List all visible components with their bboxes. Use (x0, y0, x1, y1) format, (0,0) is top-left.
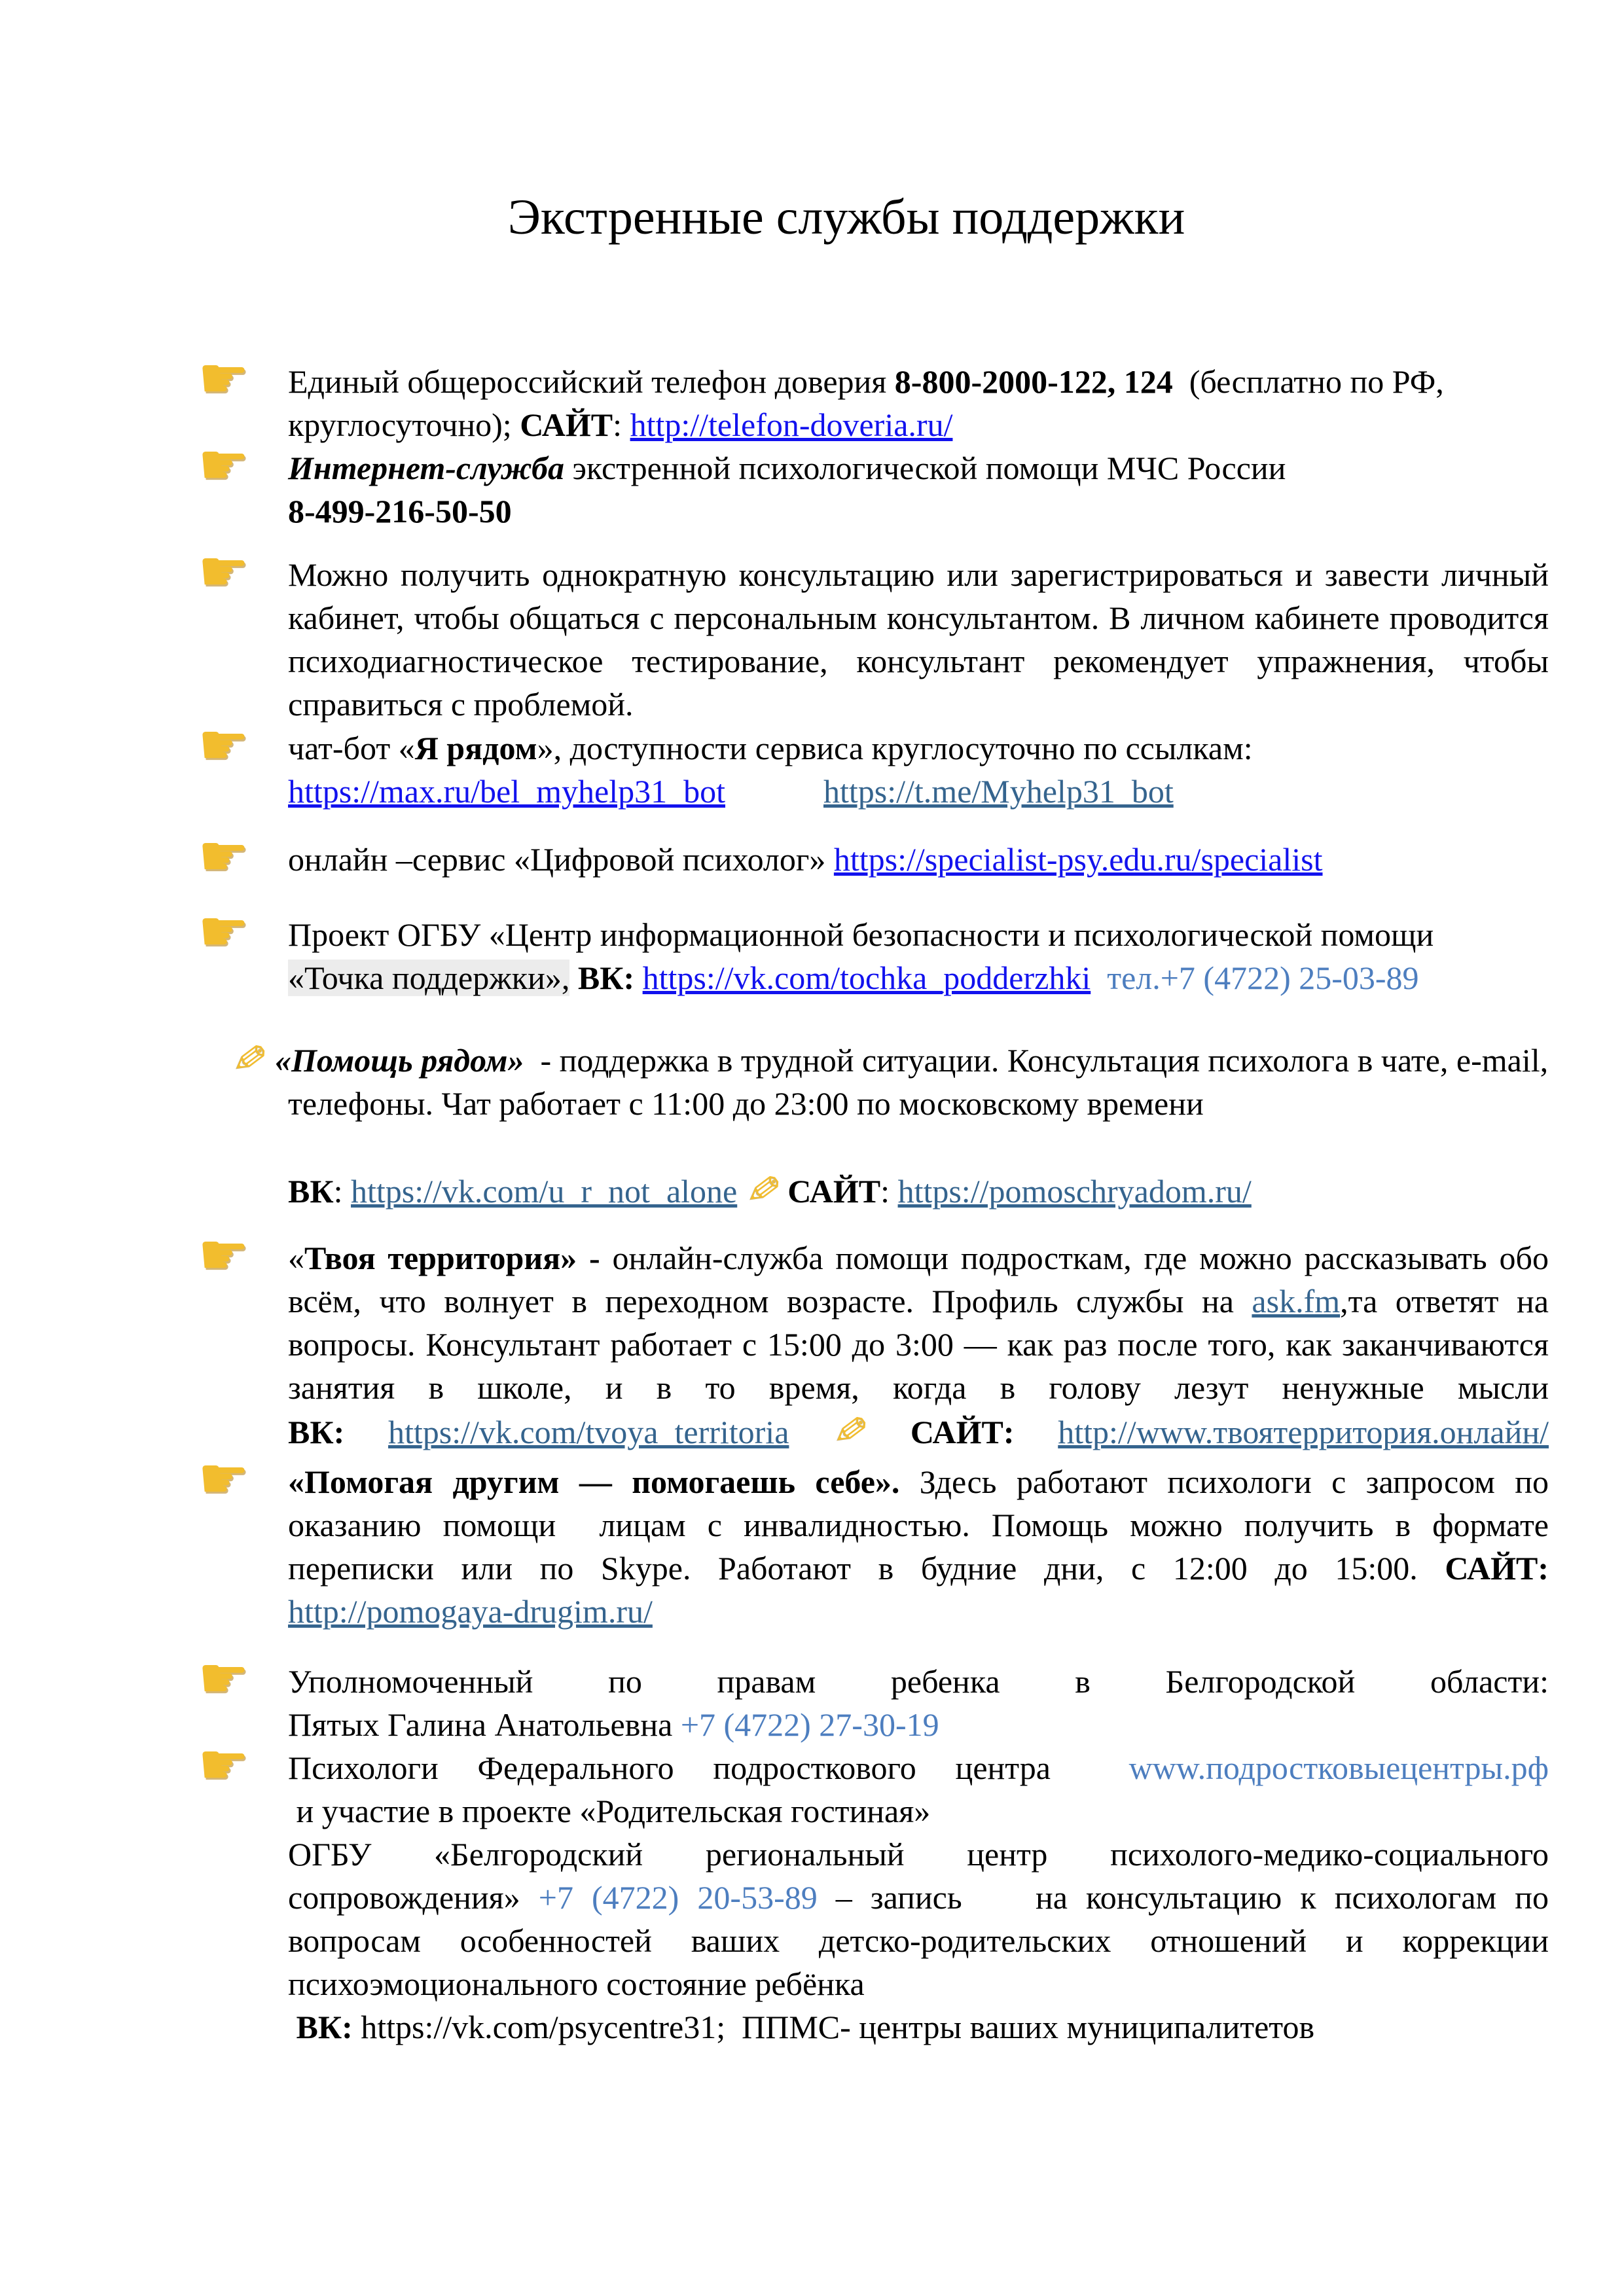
text-run (288, 2009, 297, 2045)
text-run: ВК: (577, 960, 635, 996)
item-pomosch-ryadom (223, 1037, 1549, 1213)
text-run: ВК: (288, 1414, 345, 1450)
text-run: Твоя территория» - (304, 1240, 600, 1276)
text-line (288, 1703, 1549, 1746)
pointing-hand-icon: ☛ (198, 1731, 249, 1798)
text-line (288, 1168, 1549, 1213)
pencil-icon: ✎ (736, 1168, 789, 1209)
phone-25-03-89: тел.+7 (4722) 25-03-89 (1107, 960, 1419, 996)
document-body (198, 344, 1549, 2049)
text-line (288, 1125, 1549, 1168)
text-run: САЙТ (787, 1173, 881, 1210)
text-run (634, 960, 643, 996)
text-run (344, 1414, 388, 1450)
pomogaya-drugim-link[interactable]: http://pomogaya-drugim.ru/ (288, 1593, 653, 1630)
text-run: Интернет-служба (288, 450, 564, 486)
text-run (569, 960, 578, 996)
text-run: Я рядом (414, 730, 537, 766)
pointing-hand-icon: ☛ (198, 431, 249, 498)
pointing-hand-icon: ☛ (198, 344, 249, 412)
text-run (1091, 960, 1107, 996)
text-run: ОГБУ «Белгородский региональный центр психолого-медико-социального сопровождения» (288, 1836, 1549, 1916)
pomoschryadom-link[interactable]: https://pomoschryadom.ru/ (897, 1173, 1252, 1210)
item-mchs-service (198, 431, 1549, 533)
text-line (288, 446, 1549, 490)
pointing-hand-icon: ☛ (198, 711, 249, 778)
podrostkovye-centry-link: www.подростковыецентры.рф (1128, 1749, 1549, 1786)
item-chat-bot (198, 711, 1549, 813)
text-line (288, 553, 1549, 726)
pointing-hand-icon: ☛ (198, 897, 249, 965)
item-consultation-info (198, 537, 1549, 726)
text-line (288, 770, 1549, 813)
text-run: 8-499-216-50-50 (288, 493, 512, 529)
text-line (288, 490, 1549, 533)
text-run: - поддержка в трудной ситуации. Консультация психолога в чате, e-mail, телефоны. Чат работает с 11:00 до 23:00 по московскому времени (288, 1042, 1549, 1122)
text-run: (бесплатно по РФ, круглосуточно); (288, 363, 1444, 443)
text-run: : (880, 1173, 898, 1210)
text-run: ,та ответят на вопросы. Консультант работает с 15:00 до 3:00 — как раз после того, как заканчиваются занятия в школе, и в то время, когда в голову лезут ненужные мысли (288, 1283, 1549, 1406)
text-run: «Помогая другим — помогаешь себе». (288, 1463, 900, 1500)
text-run (1014, 1414, 1058, 1450)
text-line (288, 956, 1549, 999)
tochka-podderzhki-link[interactable]: https://vk.com/tochka_podderzhki (642, 960, 1091, 996)
text-run: Пятых Галина Анатольевна (288, 1706, 681, 1743)
text-line (288, 2005, 1549, 2049)
text-run: « (288, 1240, 304, 1276)
text-run: «Точка поддержки», (288, 960, 570, 996)
text-run: https://vk.com/psycentre31; ППМС- центры ваших муниципалитетов (352, 2009, 1315, 2045)
text-line (288, 1660, 1549, 1703)
text-run: Уполномоченный по правам ребенка в Белгородской области: (288, 1663, 1549, 1700)
ask-fm-link[interactable]: ask.fm (1252, 1283, 1341, 1319)
telefon-doveria-link[interactable]: http://telefon-doveria.ru/ (630, 406, 953, 443)
text-line (288, 1789, 1549, 1833)
item-ombudsman (198, 1644, 1549, 1746)
text-run: чат-бот « (288, 730, 415, 766)
phone-20-53-89: +7 (4722) 20-53-89 (538, 1879, 818, 1916)
text-run: экстренной психологической помощи МЧС России (564, 450, 1286, 486)
pointing-hand-icon: ☛ (198, 1221, 249, 1288)
pointing-hand-icon: ☛ (198, 822, 249, 889)
max-bot-link[interactable]: https://max.ru/bel_myhelp31_bot (288, 773, 725, 810)
text-run: САЙТ: (1445, 1550, 1549, 1587)
text-run: – запись на консультацию к психологам по вопросам особенностей ваших детско-родительских отношений и коррекции психоэмоционального состояние ребёнка (288, 1879, 1549, 2002)
item-pomogaya-drugim (198, 1444, 1549, 1633)
item-digital-psychologist (198, 822, 1549, 889)
text-run: : (333, 1173, 352, 1210)
text-run: ВК: (296, 2009, 353, 2045)
text-run: », доступности сервиса круглосуточно по ссылкам: (537, 730, 1253, 766)
specialist-psy-link[interactable]: https://specialist-psy.edu.ru/specialist (833, 841, 1323, 878)
text-line (288, 838, 1549, 881)
pencil-icon: ✎ (223, 1037, 276, 1078)
text-run: САЙТ: (910, 1414, 1015, 1450)
text-run: Можно получить однократную консультацию или зарегистрироваться и завести личный кабинет, чтобы общаться с персональным консультантом. В личном кабинете проводится психодиагностическое тестирование, консультант рекомендует упражнения, чтобы справиться с проблемой. (288, 556, 1549, 723)
tvoya-territoria-site-link[interactable]: http://www.твоятерритория.онлайн/ (1058, 1414, 1549, 1450)
text-line (288, 360, 1549, 446)
text-line (288, 1746, 1549, 1789)
text-line (288, 726, 1549, 770)
pencil-icon: ✎ (823, 1409, 876, 1450)
item-tochka-podderzhki (198, 897, 1549, 999)
text-run: : (613, 406, 630, 443)
item-telefon-doveria (198, 344, 1549, 446)
text-run: онлайн-служба помощи подросткам, где можно рассказывать обо всём, что волнует в переходном возрасте. Профиль службы на (288, 1240, 1549, 1319)
text-run: Здесь работают психологи с запросом по оказанию помощи лицам с инвалидностью. Помощь можно получить в формате переписки или по Skype. Работают в будние дни, с 12:00 до 15:00. (288, 1463, 1549, 1587)
item-federal-center (198, 1731, 1549, 2049)
text-run (725, 773, 823, 810)
pointing-hand-icon: ☛ (198, 537, 249, 605)
text-line (288, 913, 1549, 956)
page-title: Экстренные службы поддержки (507, 190, 1185, 245)
text-run: и участие в проекте «Родительская гостиная» (288, 1793, 931, 1829)
text-line (223, 1037, 1549, 1125)
text-line (288, 1236, 1549, 1454)
u-r-not-alone-link[interactable]: https://vk.com/u_r_not_alone (351, 1173, 738, 1210)
pointing-hand-icon: ☛ (198, 1444, 249, 1512)
phone-27-30-19: +7 (4722) 27-30-19 (680, 1706, 939, 1743)
item-tvoya-territoria (198, 1221, 1549, 1454)
text-run: «Помощь рядом» (274, 1042, 524, 1079)
text-run: Единый общероссийский телефон доверия (288, 363, 895, 400)
text-run: онлайн –сервис «Цифровой психолог» (288, 841, 834, 878)
text-run: Проект ОГБУ «Центр информационной безопасности и психологической помощи (288, 916, 1434, 953)
tvoya-territoria-vk-link[interactable]: https://vk.com/tvoya_territoria (388, 1414, 789, 1450)
text-line (288, 1460, 1549, 1633)
telegram-bot-link[interactable]: https://t.me/Myhelp31_bot (823, 773, 1174, 810)
text-run: 8-800-2000-122, 124 (894, 363, 1173, 400)
text-run: САЙТ (520, 406, 613, 443)
pointing-hand-icon: ☛ (198, 1644, 249, 1712)
text-line (288, 1833, 1549, 2005)
text-run (288, 1128, 297, 1165)
text-run: ВК (288, 1173, 334, 1210)
text-run: Психологи Федерального подросткового центра (288, 1749, 1129, 1786)
